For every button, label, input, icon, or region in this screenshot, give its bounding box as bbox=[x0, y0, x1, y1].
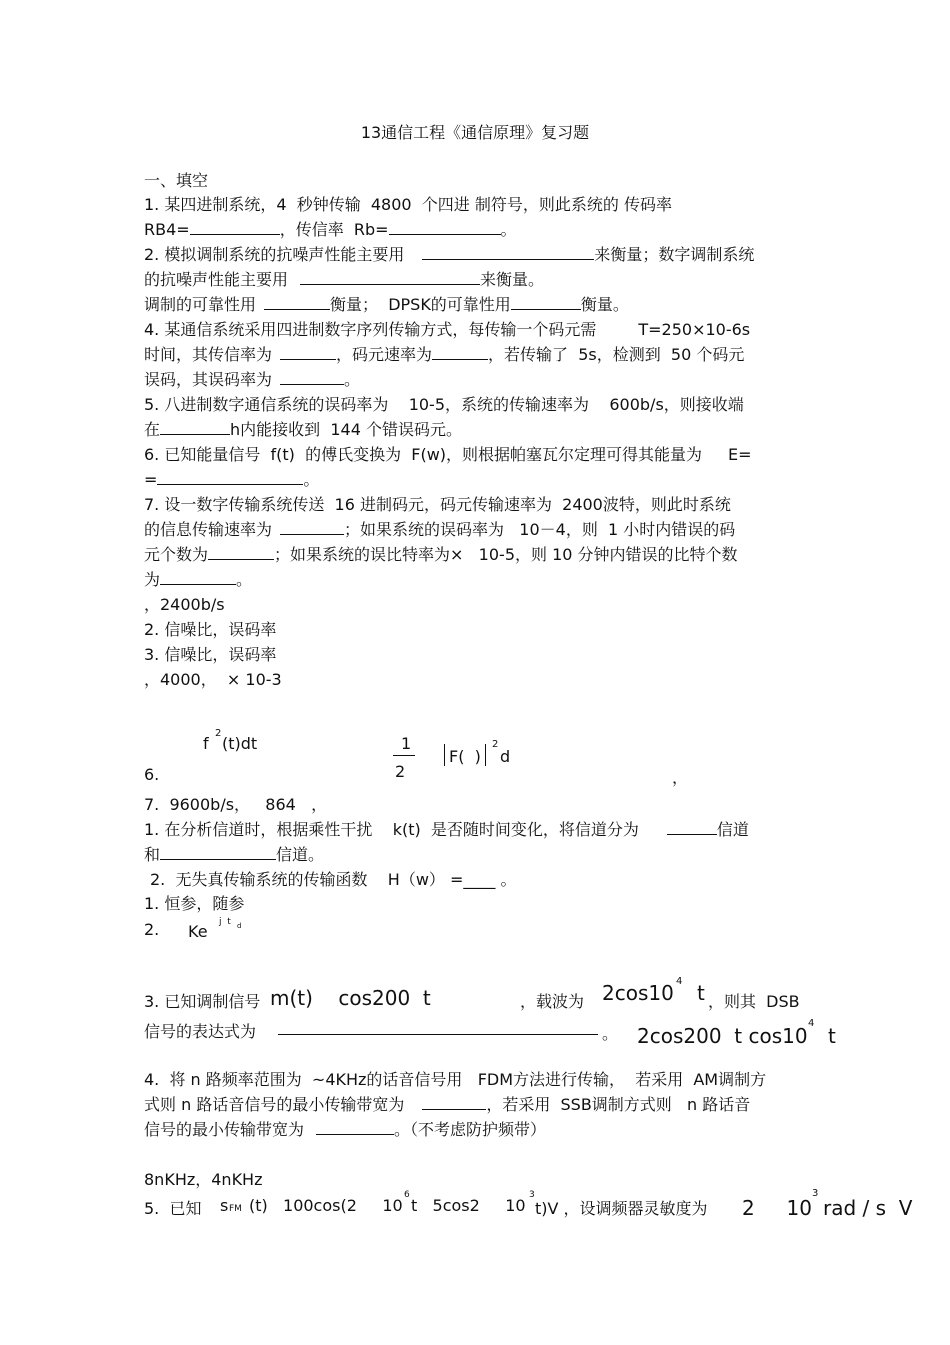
q4b-line3: 信号的最小传输带宽为 。（不考虑防护频带） bbox=[144, 1120, 547, 1139]
q7-line4: 为 。 bbox=[144, 570, 253, 589]
answer-line-3: 3. 信噪比，误码率 bbox=[144, 645, 277, 664]
q3b-blank bbox=[278, 1020, 598, 1035]
answer-line-2: 2. 信噪比，误码率 bbox=[144, 620, 277, 639]
abs-bar-right bbox=[485, 744, 486, 766]
q2-line1: 2. 模拟调制系统的抗噪声性能主要用 来衡量；数字调制系统 bbox=[144, 245, 755, 264]
q7-line2: 的信息传输速率为 ；如果系统的误码率为 10－4，则 1 小时内错误的码 bbox=[144, 520, 736, 539]
answer-line-7: 7. 9600b/s， 864 ， bbox=[144, 795, 328, 814]
q1-line2: RB4= ，传信率 Rb= 。 bbox=[144, 220, 517, 239]
q4b-line1: 4. 将 n 路频率范围为 ~4KHz的话音信号用 FDM方法进行传输， 若采用 AM调制方 bbox=[144, 1070, 767, 1089]
q5-line2: 在 h内能接收到 144 个错误码元。 bbox=[144, 420, 462, 439]
section-heading: 一、填空 bbox=[144, 171, 209, 190]
q4b-line2: 式则 n 路话音信号的最小传输带宽为 ，若采用 SSB调制方式则 n 路话音 bbox=[144, 1095, 751, 1114]
b2-line: 2. 无失真传输系统的传输函数 H（w） =____ 。 bbox=[150, 870, 517, 889]
b1-line2: 和 信道。 bbox=[144, 845, 325, 864]
q6-line2: = 。 bbox=[144, 470, 320, 489]
q2-line2: 的抗噪声性能主要用 来衡量。 bbox=[144, 270, 545, 289]
answer-b1: 1. 恒参，随参 bbox=[144, 894, 245, 913]
q4-line2: 时间，其传信率为 ，码元速率为 ，若传输了 5s，检测到 50 个码元 bbox=[144, 345, 745, 364]
answer-4b: 8nKHz，4nKHz bbox=[144, 1170, 263, 1189]
q5-line1: 5. 八进制数字通信系统的误码率为 10-5，系统的传输速率为 600b/s，则接收端 bbox=[144, 395, 744, 414]
q1-line1: 1. 某四进制系统，4 秒钟传输 4800 个四进 制符号，则此系统的 传码率 bbox=[144, 195, 672, 214]
q4-line1: 4. 某通信系统采用四进制数字序列传输方式，每传输一个码元需 T=250×10-6s bbox=[144, 320, 751, 339]
abs-bar-left bbox=[444, 744, 445, 766]
q6-line1: 6. 已知能量信号 f(t) 的傅氏变换为 F(w)，则根据帕塞瓦尔定理可得其能量为 E= bbox=[144, 445, 752, 464]
b1-line1: 1. 在分析信道时，根据乘性干扰 k(t) 是否随时间变化，将信道分为 信道 bbox=[144, 820, 749, 839]
q4-line3: 误码，其误码率为 。 bbox=[144, 370, 361, 389]
q7-line3: 元个数为 ；如果系统的误比特率为× 10-5，则 10 分钟内错误的比特个数 bbox=[144, 545, 738, 564]
answer-line-4: ，4000， × 10-3 bbox=[144, 670, 282, 689]
answer-line-1: ，2400b/s bbox=[144, 595, 225, 614]
page-title: 13通信工程《通信原理》复习题 bbox=[360, 123, 590, 142]
fraction-bar bbox=[393, 755, 415, 756]
q3-line: 调制的可靠性用 衡量； DPSK的可靠性用 衡量。 bbox=[144, 295, 629, 314]
q7-line1: 7. 设一数字传输系统传送 16 进制码元，码元传输速率为 2400波特，则此时系统 bbox=[144, 495, 731, 514]
